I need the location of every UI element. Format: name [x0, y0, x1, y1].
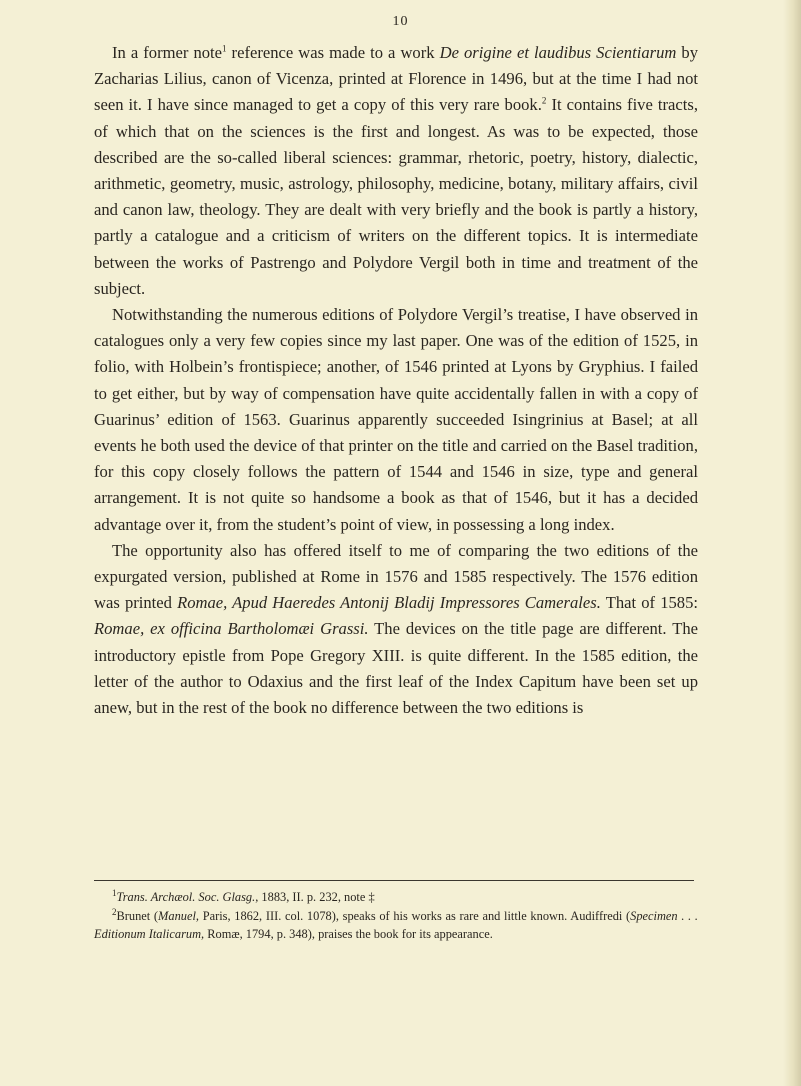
footnote-2	[94, 907, 698, 944]
imprint-1576: Romae, Apud Haeredes Antonij Bladij Impressores Camerales.	[177, 593, 601, 613]
paragraph-3-text-b: That of 1585:	[600, 593, 698, 613]
footnote-2-source-2: Specimen . . . Editionum Italicarum,	[94, 908, 698, 941]
footnote-2-text-a: Brunet (	[116, 908, 159, 923]
footnote-1-number: 1	[112, 887, 117, 898]
paragraph-1-text-a: In a former note	[112, 43, 223, 62]
footnote-2-text-c: Romæ, 1794, p. 348), praises the book for its appearance.	[204, 927, 493, 941]
paragraph-2: Notwithstanding the numerous editions of Polydore Vergil’s treatise, I have observed in catalogues only a very few copies since my last paper. One was of the edition of 1525, in folio, with Holbein’s frontispiece; another, of 1546 printed at Lyons by Gryphius. I failed to get either, but by way of compensation have quite accidentally fallen in with a copy of Guarinus’ edition of 1563. Guarinus apparently succeeded Isingrinius at Basel; at all events he both used the device of that printer on the title and carried on the Basel tradition, for this copy closely follows the pattern of 1544 and 1546 in size, type and general arrangement. It is not quite so handsome a book as that of 1546, but it has a decided advantage over it, from the student’s point of view, in possessing a long index.	[94, 305, 698, 534]
paragraph-1-text-c: by Zacharias Lilius, canon of Vicenza, printed at Florence in 1496, but at the time I had not seen it. I have since managed to get a copy of this very rare book.	[94, 43, 698, 115]
paragraph-1	[94, 40, 698, 302]
page-number: 10	[392, 14, 409, 29]
footnote-ref-2: 2	[541, 95, 547, 106]
footnote-divider	[94, 880, 694, 881]
footnote-2-text-b: Paris, 1862, III. col. 1078), speaks of his works as rare and little known. Audiffredi (	[199, 908, 631, 923]
paragraph-3	[94, 538, 698, 721]
body-text	[94, 40, 698, 721]
paragraph-3-text-c: The devices on the title page are different. The introductory epistle from Pope Gregory XIII. is quite different. In the 1585 edition, the letter of the author to Odaxius and the first leaf of the Index Capitum have been set up anew, but in the rest of the book no difference between the two editions is	[94, 619, 698, 718]
footnote-2-number: 2	[112, 906, 117, 917]
footnote-1-text: , 1883, II. p. 232, note ‡	[255, 890, 375, 904]
footnote-1-source: Trans. Archæol. Soc. Glasg.	[116, 890, 256, 904]
work-title: De origine et laudibus Scientiarum	[439, 43, 677, 62]
footnote-ref-1: 1	[222, 43, 227, 54]
paragraph-1-text-b: reference was made to a work	[226, 43, 440, 62]
page-edge-shadow	[783, 0, 801, 1086]
footnotes	[94, 888, 698, 944]
imprint-1585: Romae, ex officina Bartholomæi Grassi.	[94, 619, 369, 639]
paragraph-1-text-d: It contains five tracts, of which that on the sciences is the first and longest. As was to be expected, those described are the so-called liberal sciences: grammar, rhetoric, poetry, history, dialectic, arithmetic, geometry, music, astrology, philosophy, medicine, botany, military affairs, civil and canon law, theology. They are dealt with very briefly and the book is partly a history, partly a catalogue and a criticism of writers on the different topics. It is intermediate between the works of Pastrengo and Polydore Vergil both in time and treatment of the subject.	[94, 95, 698, 298]
footnote-2-source-1: Manuel,	[158, 908, 199, 923]
paragraph-3-text-a: The opportunity also has offered itself to me of comparing the two editions of the expurgated version, published at Rome in 1576 and 1585 respectively. The 1576 edition was printed	[94, 540, 698, 613]
footnote-1	[94, 888, 698, 907]
